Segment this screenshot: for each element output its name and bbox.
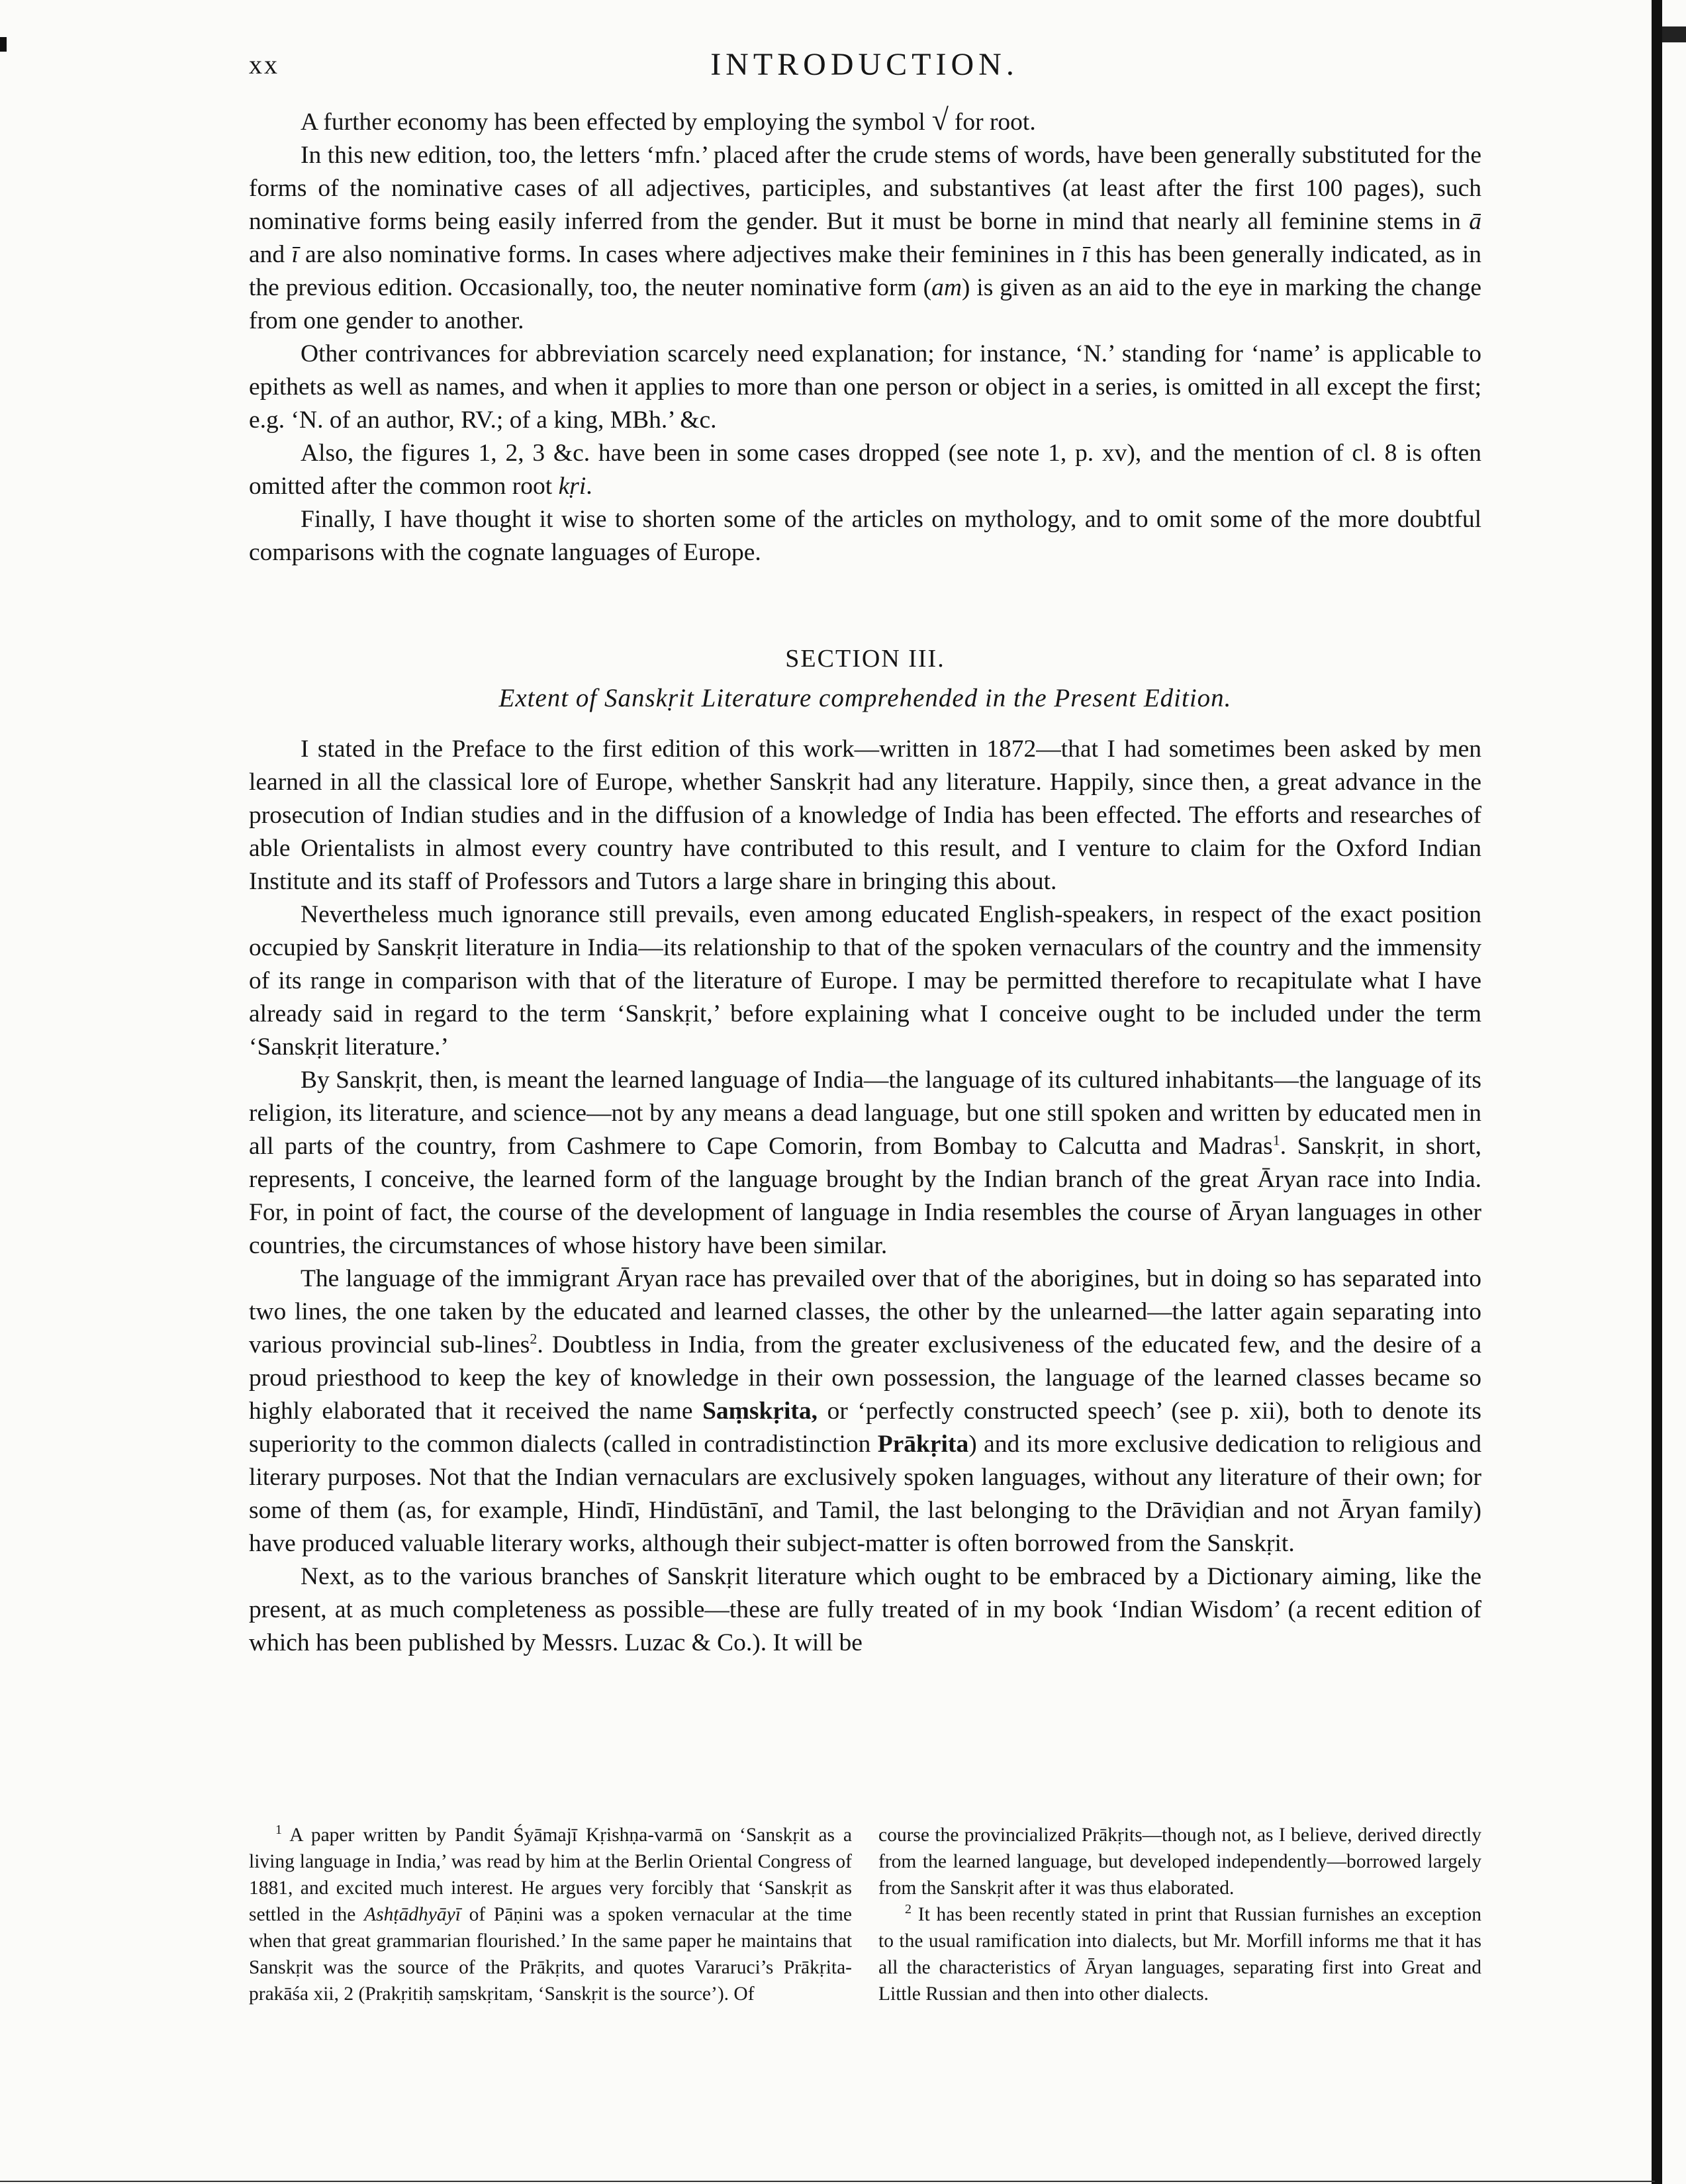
text-run: of Pāṇini was a spoken vernacular at the time when that great grammarian flourished.’ In the same paper he maintains that Sanskṛit was the source of the Prākṛits, and quotes Vararuci’s Prākṛita-prakāśa xii, 2 (Prakṛitiḥ saṃskṛitam, ‘Sanskṛit is the source’). Of xyxy=(249,1904,852,2005)
bold-term: Prākṛita xyxy=(877,1431,969,1458)
italic-term: am xyxy=(931,274,962,301)
text-run: A paper written by Pandit Śyāmajī Kṛishṇa-varmā on ‘Sanskṛit as a living language in India,’ was read by him at the Berlin Oriental Congress of 1881, and excited much interest. He argues very forcibly that ‘Sanskṛit as settled in the xyxy=(249,1825,853,1925)
text-run: Also, the figures 1, 2, 3 &c. have been in some cases dropped (see note 1, p. xv), and the mention of cl. 8 is often omitted after the common root xyxy=(249,440,1481,500)
footnote-1 xyxy=(249,1822,852,2007)
scan-bottom-border xyxy=(0,2181,1655,2182)
italic-term: ā xyxy=(1469,208,1481,235)
footnote-ref-2: 2 xyxy=(530,1330,538,1347)
paragraph-mythology: Finally, I have thought it wise to shorten some of the articles on mythology, and to omit some of the more doubtful comparisons with the cognate languages of Europe. xyxy=(249,506,1481,566)
text-run: and xyxy=(249,241,285,268)
footnote-1-continued: course the provincialized Prākṛits—though not, as I believe, derived directly from the learned language, but developed independently—borrowed largely from the Sanskṛit after it was thus elaborated. xyxy=(878,1825,1481,1899)
footnote-column-right xyxy=(878,1822,1481,2007)
italic-term: ī xyxy=(1082,241,1089,268)
text-run: In this new edition, too, the letters ‘mfn.’ placed after the crude stems of words, have been generally substituted for the forms of the nominative cases of all adjectives, participles, and substantives (at least after the first 100 pages), such nominative forms being easily inferred from the gender. But it must be borne in mind that nearly all feminine stems in xyxy=(249,142,1481,235)
page-number: xx xyxy=(249,50,279,79)
footnote-mark: 2 xyxy=(905,1902,912,1917)
text-run: It has been recently stated in print that Russian furnishes an exception to the usual ramification into dialects, but Mr. Morfill informs me that it has all the characteristics of Āryan languages, separating first into Great and Little Russian and then into other dialects. xyxy=(878,1904,1481,2005)
paragraph-abbreviation: Other contrivances for abbreviation scarcely need explanation; for instance, ‘N.’ standing for ‘name’ is applicable to epithets as well as names, and when it applies to more than one person or object in a series, is omitted in all except the first; e.g. ‘N. of an author, RV.; of a king, MBh.’ &c. xyxy=(249,340,1481,434)
paragraph-mfn xyxy=(249,139,1481,338)
text-run: for root. xyxy=(954,109,1036,136)
text-run: The language of the immigrant Āryan race has prevailed over that of the aborigines, but in doing so has separated into two lines, the one taken by the educated and learned classes, the other by the unlearned—the latter again separating into various provincial sub-lines xyxy=(249,1265,1481,1358)
scan-edge-mark xyxy=(0,37,7,52)
running-title: INTRODUCTION. xyxy=(710,47,1019,82)
text-run: are also nominative forms. In cases where adjectives make their feminines in xyxy=(305,241,1076,268)
footnote-2 xyxy=(878,1901,1481,2007)
italic-term: Ashṭādhyāyī xyxy=(364,1904,461,1925)
paragraph-definition xyxy=(249,1064,1481,1262)
text-run: A further economy has been effected by employing the symbol xyxy=(301,109,925,136)
footnotes xyxy=(249,1822,1481,2007)
text-run: . xyxy=(586,473,592,500)
main-text xyxy=(249,103,1481,1660)
bold-term: Saṃskṛita, xyxy=(702,1398,818,1425)
footnote-ref-1: 1 xyxy=(1272,1131,1280,1149)
italic-term: ī xyxy=(291,241,299,268)
text-run: . Doubtless in India, from the greater exclusiveness of the educated few, and the desire of a proud priesthood to keep the key of knowledge in their own possession, the language of the learned classes became so highly elaborated that it received the name xyxy=(249,1331,1481,1425)
paragraph-ignorance: Nevertheless much ignorance still prevails, even among educated English-speakers, in respect of the exact position occupied by Sanskṛit literature in India—its relationship to that of the spoken vernaculars of the country and the immensity of its range in comparison with that of the literature of Europe. I may be permitted therefore to recapitulate what I have already said in regard to the term ‘Sanskṛit,’ before explaining what I conceive ought to be included under the term ‘Sanskṛit literature.’ xyxy=(249,901,1481,1061)
text-run: or ‘perfectly constructed speech’ (see p. xii), both to denote its superiority to the common dialects (called in contradistinction xyxy=(249,1398,1482,1458)
root-symbol: √ xyxy=(931,103,949,136)
footnote-column-left xyxy=(249,1822,852,2007)
text-run: this has been generally indicated, as in the previous edition. Occasionally, too, the neuter nominative form ( xyxy=(249,241,1482,301)
footnote-mark: 1 xyxy=(275,1823,282,1838)
paragraph-immigrant xyxy=(249,1262,1481,1560)
italic-term: kṛi xyxy=(558,473,586,500)
section-heading: SECTION III. xyxy=(785,645,945,673)
paragraph-branches: Next, as to the various branches of Sanskṛit literature which ought to be embraced by a Dictionary aiming, like the present, at as much completeness as possible—these are fully treated of in my book ‘Indian Wisdom’ (a recent edition of which has been published by Messrs. Luzac & Co.). It will be xyxy=(249,1563,1481,1656)
paragraph-root-symbol xyxy=(249,103,1481,139)
text-run: ) is given as an aid to the eye in marking the change from one gender to another. xyxy=(249,274,1481,334)
scan-right-tab xyxy=(1662,26,1686,42)
text-run: . Sanskṛit, in short, represents, I conceive, the learned form of the language brought by the Indian branch of the great Āryan race into India. For, in point of fact, the course of the development of language in India resembles the course of Āryan languages in other countries, the circumstances of whose history have been similar. xyxy=(249,1133,1481,1259)
scan-right-border xyxy=(1652,0,1662,2184)
section-subtitle: Extent of Sanskṛit Literature comprehended in the Present Edition. xyxy=(498,684,1232,712)
paragraph-preface: I stated in the Preface to the first edition of this work—written in 1872—that I had sometimes been asked by men learned in all the classical lore of Europe, whether Sanskṛit had any literature. Happily, since then, a great advance in the prosecution of Indian studies and in the diffusion of a knowledge of India has been effected. The efforts and researches of able Orientalists in almost every country have contributed to this result, and I venture to claim for the Oxford Indian Institute and its staff of Professors and Tutors a large share in bringing this about. xyxy=(249,736,1481,895)
page-header xyxy=(249,46,1480,86)
paragraph-figures xyxy=(249,437,1481,503)
text-run: ) and its more exclusive dedication to religious and literary purposes. Not that the Indian vernaculars are exclusively spoken languages, without any literature of their own; for some of them (as, for example, Hindī, Hindūstānī, and Tamil, the last belonging to the Drāviḍian and not Āryan family) have produced valuable literary works, although their subject-matter is often borrowed from the Sanskṛit. xyxy=(249,1431,1482,1557)
text-run: By Sanskṛit, then, is meant the learned language of India—the language of its cultured inhabitants—the language of its religion, its literature, and science—not by any means a dead language, but one still spoken and written by educated men in all parts of the country, from Cashmere to Cape Comorin, from Bombay to Calcutta and Madras xyxy=(249,1067,1481,1160)
